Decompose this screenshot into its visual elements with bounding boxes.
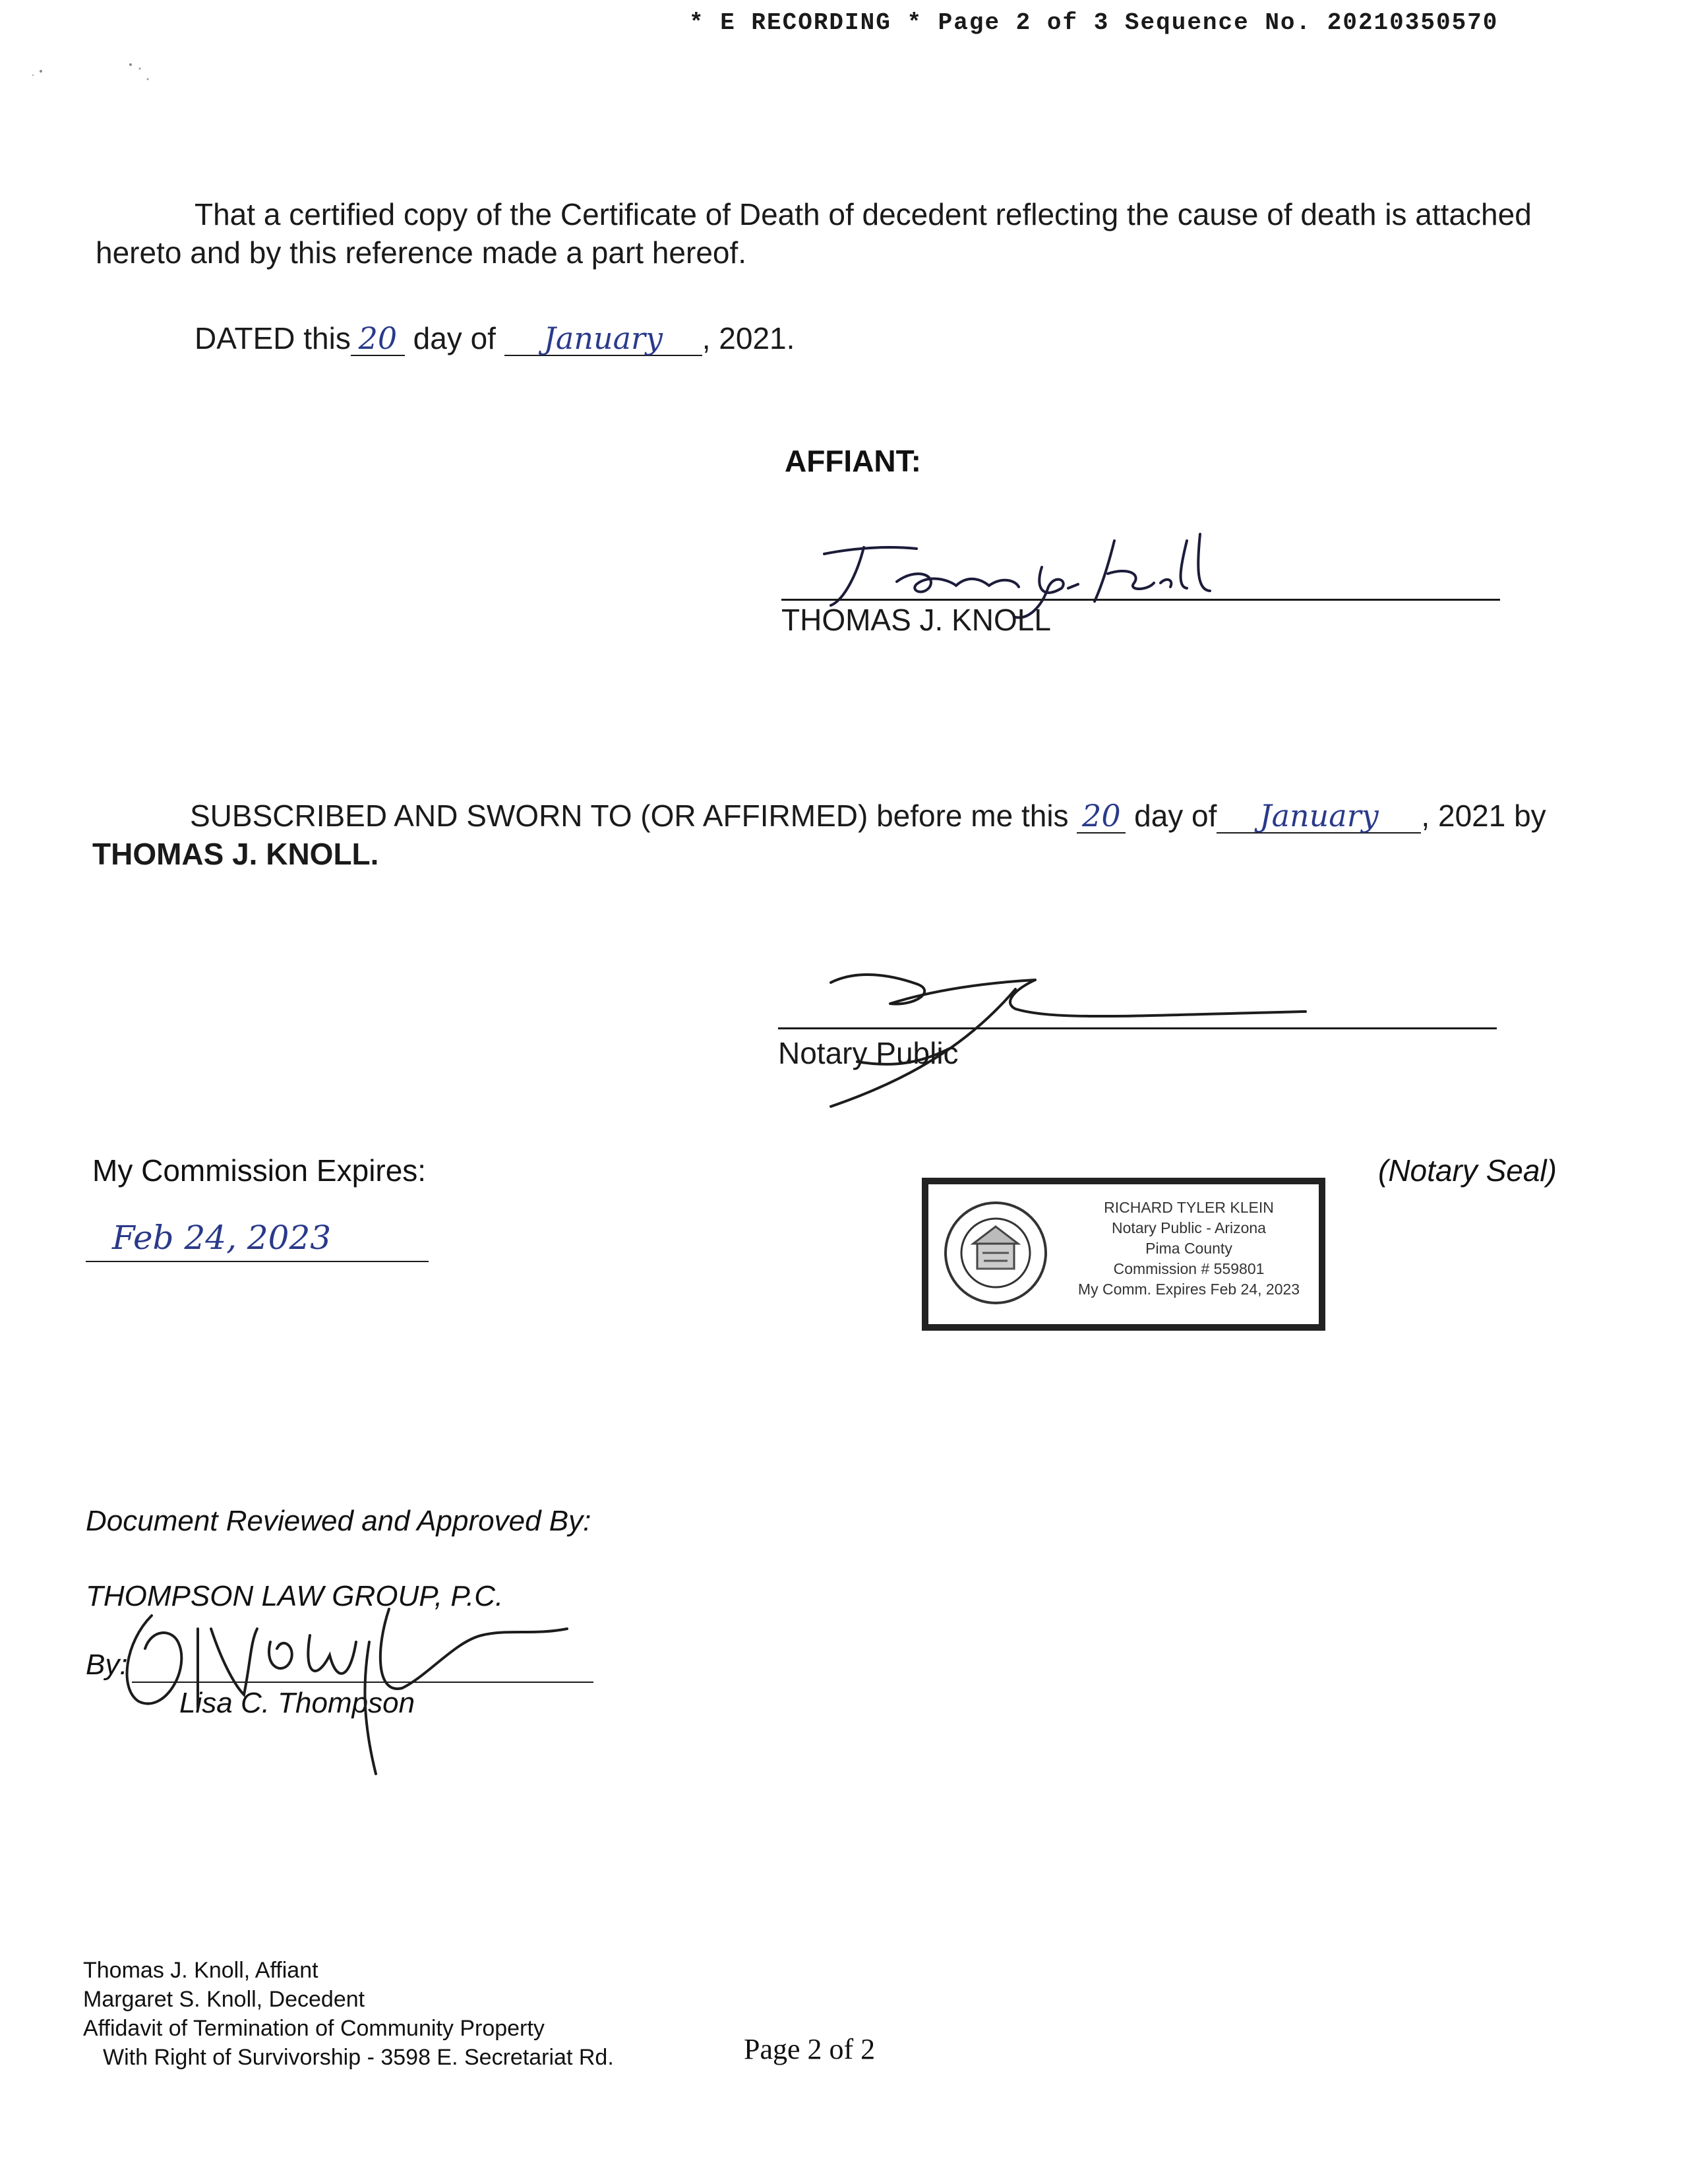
commission-expires-label: My Commission Expires: [92,1153,427,1188]
commission-expiry-line [86,1261,429,1262]
footer-title-continued: With Right of Survivorship - 3598 E. Secretariat Rd. [103,2045,614,2070]
notary-signature-line [778,1027,1497,1029]
jurat-paragraph [92,797,1596,873]
affiant-signature-line [781,599,1500,601]
reviewer-name: Lisa C. Thompson [179,1687,415,1719]
law-firm-name: THOMPSON LAW GROUP, P.C. [86,1580,504,1612]
reviewer-signature [112,1589,574,1780]
dated-prefix: DATED this [195,321,351,355]
notary-stamp-text [1060,1198,1317,1300]
document-footer [83,1956,614,2072]
dated-suffix: , 2021. [702,321,795,355]
dated-day-handwritten: 20 [351,322,405,356]
notary-stamp-county: Pima County [1145,1240,1232,1257]
jurat-mid: day of [1134,799,1217,833]
footer-title: Affidavit of Termination of Community Property [83,2016,545,2041]
notary-public-caption: Notary Public [778,1036,959,1070]
dated-month-handwritten: January [504,322,702,356]
notary-stamp [922,1178,1325,1331]
reviewed-approved-label: Document Reviewed and Approved By: [86,1505,591,1537]
footer-affiant: Thomas J. Knoll, Affiant [83,1958,318,1983]
jurat-month-handwritten: January [1217,799,1421,834]
arizona-great-seal-icon [943,1200,1048,1306]
certificate-paragraph: That a certified copy of the Certificate of Death of decedent reflecting the cause of death is attached hereto and by this reference made a part hereof. [96,197,1532,270]
page-number: Page 2 of 2 [744,2033,876,2065]
notary-stamp-name: RICHARD TYLER KLEIN [1104,1199,1274,1216]
dated-mid: day of [413,321,496,355]
jurat-person: THOMAS J. KNOLL. [92,837,379,871]
jurat-day-handwritten: 20 [1077,799,1126,834]
notary-stamp-title: Notary Public - Arizona [1112,1219,1266,1236]
scan-specks [26,59,145,92]
notary-stamp-expires: My Comm. Expires Feb 24, 2023 [1077,1281,1300,1298]
dated-line [195,319,795,357]
recording-banner: * E RECORDING * Page 2 of 3 Sequence No. 20210350570 [689,9,1499,36]
notary-seal-label: (Notary Seal) [1378,1153,1557,1188]
jurat-suffix: , 2021 by [1421,799,1546,833]
commission-expiry-handwritten: Feb 24, 2023 [112,1219,332,1257]
affiant-name: THOMAS J. KNOLL [781,603,1051,637]
affiant-label: AFFIANT: [785,444,921,478]
footer-decedent: Margaret S. Knoll, Decedent [83,1987,365,2012]
jurat-prefix: SUBSCRIBED AND SWORN TO (OR AFFIRMED) before me this [190,799,1069,833]
by-label: By: [86,1649,128,1681]
notary-stamp-commission: Commission # 559801 [1113,1260,1265,1277]
